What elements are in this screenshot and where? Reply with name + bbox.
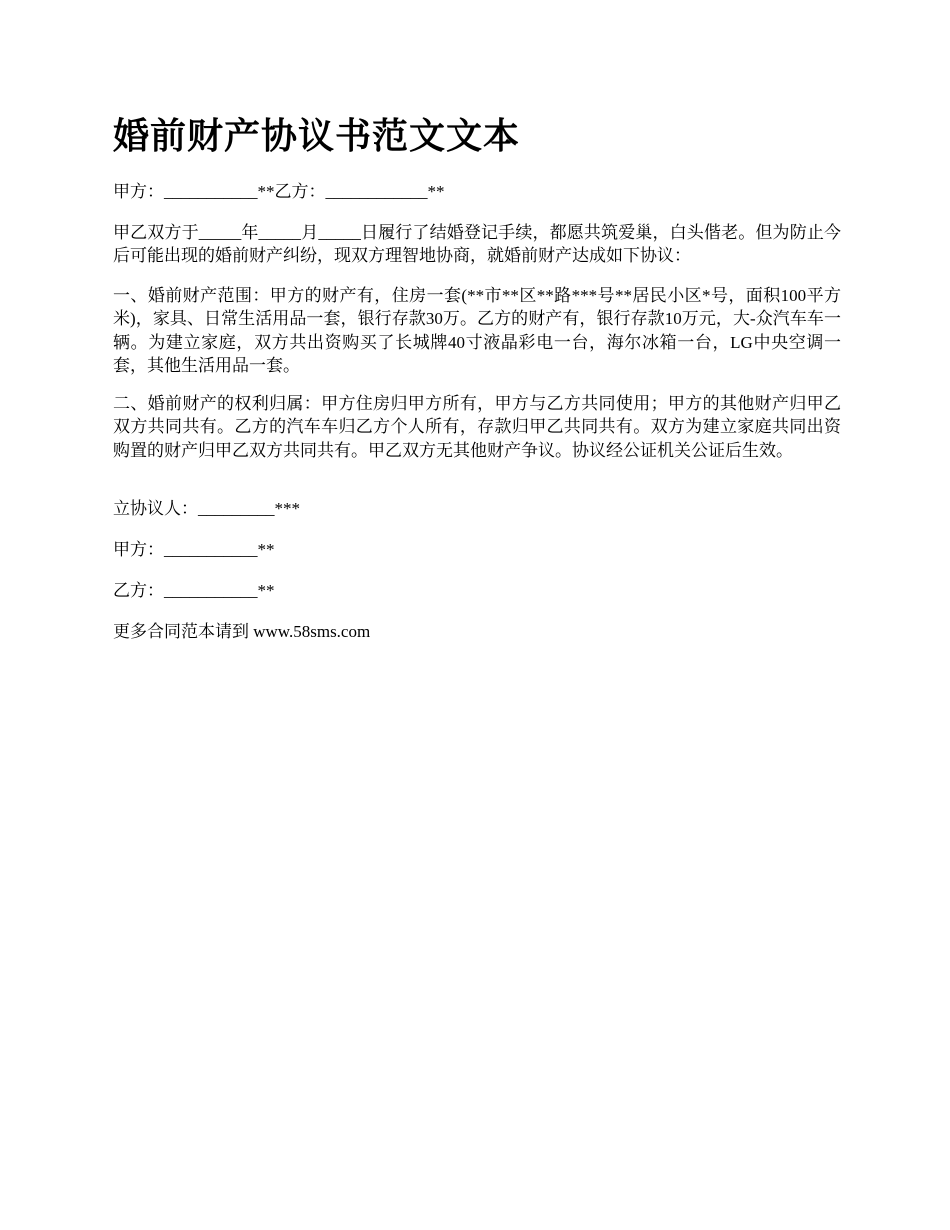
party-b-signature: 乙方：___________** xyxy=(113,581,275,600)
intro-paragraph: 甲乙双方于_____年_____月_____日履行了结婚登记手续，都愿共筑爱巢，白头偕老。但为防止今后可能出现的婚前财产纠纷，现双方理智地协商，就婚前财产达成如下协议： xyxy=(113,223,841,266)
parties-line: 甲方：___________**乙方：____________** xyxy=(113,182,445,201)
clause-1-paragraph: 一、婚前财产范围：甲方的财产有，住房一套(**市**区**路***号**居民小区*号，面积100平方米)，家具、日常生活用品一套，银行存款30万。乙方的财产有，银行存款10万元，大-众汽车车一辆。为建立家庭，双方共出资购买了长城牌40寸液晶彩电一台，海尔冰箱一台，LG中央空调一套，其他生活用品一套。 xyxy=(113,286,841,375)
signatory-line: 立协议人：_________*** xyxy=(113,499,300,518)
party-a-signature: 甲方：___________** xyxy=(113,540,275,559)
clause-2-paragraph: 二、婚前财产的权利归属：甲方住房归甲方所有，甲方与乙方共同使用；甲方的其他财产归甲乙双方共同共有。乙方的汽车车归乙方个人所有，存款归甲乙共同共有。双方为建立家庭共同出资购置的财产归甲乙双方共同共有。甲乙双方无其他财产争议。协议经公证机关公证后生效。 xyxy=(113,394,841,460)
footer-link[interactable]: 更多合同范本请到 www.58sms.com xyxy=(113,622,371,641)
document-title: 婚前财产协议书范文文本 xyxy=(113,116,521,156)
